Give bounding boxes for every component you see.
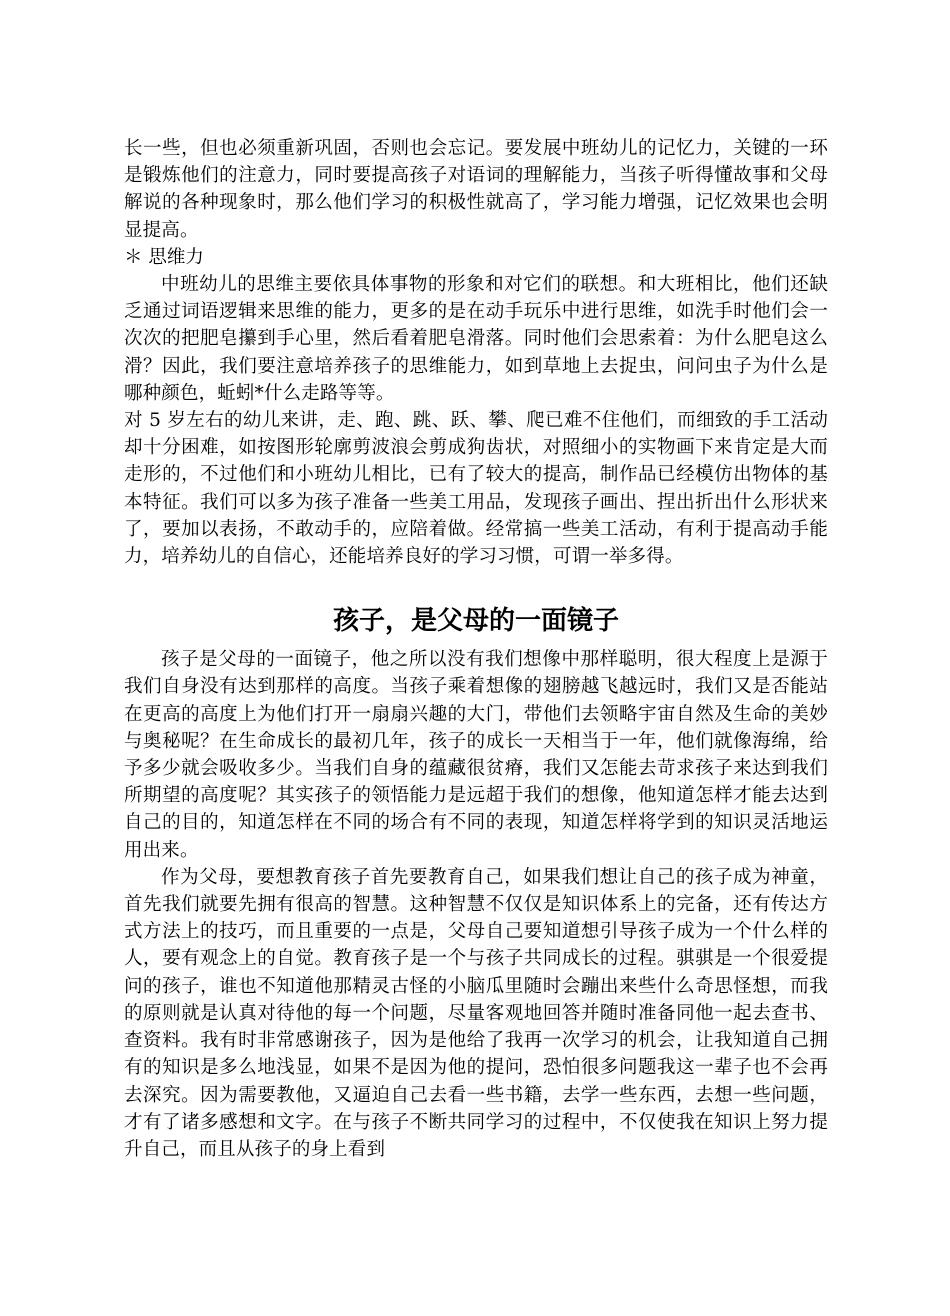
document-page xyxy=(124,135,828,1163)
mirror-paragraph-2: 作为父母，要想教育孩子首先要教育自己，如果我们想让自己的孩子成为神童，首先我们就要先拥有很高的智慧。这种智慧不仅仅是知识体系上的完备，还有传达方式方法上的技巧，而且重要的一点是，父母自己要知道想引导孩子成为一个什么样的人，要有观念上的自觉。教育孩子是一个与孩子共同成长的过程。骐骐是一个很爱提问的孩子，谁也不知道他那精灵古怪的小脑瓜里随时会蹦出来些什么奇思怪想，而我的原则就是认真对待他的每一个问题，尽量客观地回答并随时准备同他一起去查书、查资料。我有时非常感谢孩子，因为是他给了我再一次学习的机会，让我知道自己拥有的知识是多么地浅显，如果不是因为他的提问，恐怕很多问题我这一辈子也不会再去深究。因为需要教他，又逼迫自己去看一些书籍，去学一些东西，去想一些问题，才有了诸多感想和文字。在与孩子不断共同学习的过程中，不仅使我在知识上努力提升自己，而且从孩子的身上看到 xyxy=(124,866,828,1160)
handwork-paragraph: 对 5 岁左右的幼儿来讲，走、跑、跳、跃、攀、爬已难不住他们，而细致的手工活动却十分困难，如按图形轮廓剪波浪会剪成狗齿状，对照细小的实物画下来肯定是大而走形的，不过他们和小班幼儿相比，已有了较大的提高，制作品已经模仿出物体的基本特征。我们可以多为孩子准备一些美工用品，发现孩子画出、捏出折出什么形状来了，要加以表扬，不敢动手的，应陪着做。经常搞一些美工活动，有利于提高动手能力，培养幼儿的自信心，还能培养良好的学习习惯，可谓一举多得。 xyxy=(124,410,828,568)
thinking-subheading: ＊ 思维力 xyxy=(124,246,204,268)
article-title: 孩子，是父母的一面镜子 xyxy=(332,606,619,637)
thinking-paragraph: 中班幼儿的思维主要依具体事物的形象和对它们的联想。和大班相比，他们还缺乏通过词语逻辑来思维的能力，更多的是在动手玩乐中进行思维，如洗手时他们会一次次的把肥皂攥到手心里，然后看着肥皂滑落。同时他们会思索着：为什么肥皂这么滑？因此，我们要注意培养孩子的思维能力，如到草地上去捉虫，问问虫子为什么是哪种颜色，蚯蚓*什么走路等等。 xyxy=(124,274,828,404)
memory-paragraph: 长一些，但也必须重新巩固，否则也会忘记。要发展中班幼儿的记忆力，关键的一环是锻炼他们的注意力，同时要提高孩子对语词的理解能力，当孩子听得懂故事和父母解说的各种现象时，那么他们学习的积极性就高了，学习能力增强，记忆效果也会明显提高。 xyxy=(124,138,828,241)
mirror-paragraph-1: 孩子是父母的一面镜子，他之所以没有我们想像中那样聪明，很大程度上是源于我们自身没有达到那样的高度。当孩子乘着想像的翅膀越飞越远时，我们又是否能站在更高的高度上为他们打开一扇扇兴趣的大门，带他们去领略宇宙自然及生命的美妙与奥秘呢？在生命成长的最初几年，孩子的成长一天相当于一年，他们就像海绵，给予多少就会吸收多少。当我们自身的蕴藏很贫瘠，我们又怎能去苛求孩子来达到我们所期望的高度呢？其实孩子的领悟能力是远超于我们的想像，他知道怎样才能去达到自己的目的，知道怎样在不同的场合有不同的表现，知道怎样将学到的知识灵活地运用出来。 xyxy=(124,649,828,861)
